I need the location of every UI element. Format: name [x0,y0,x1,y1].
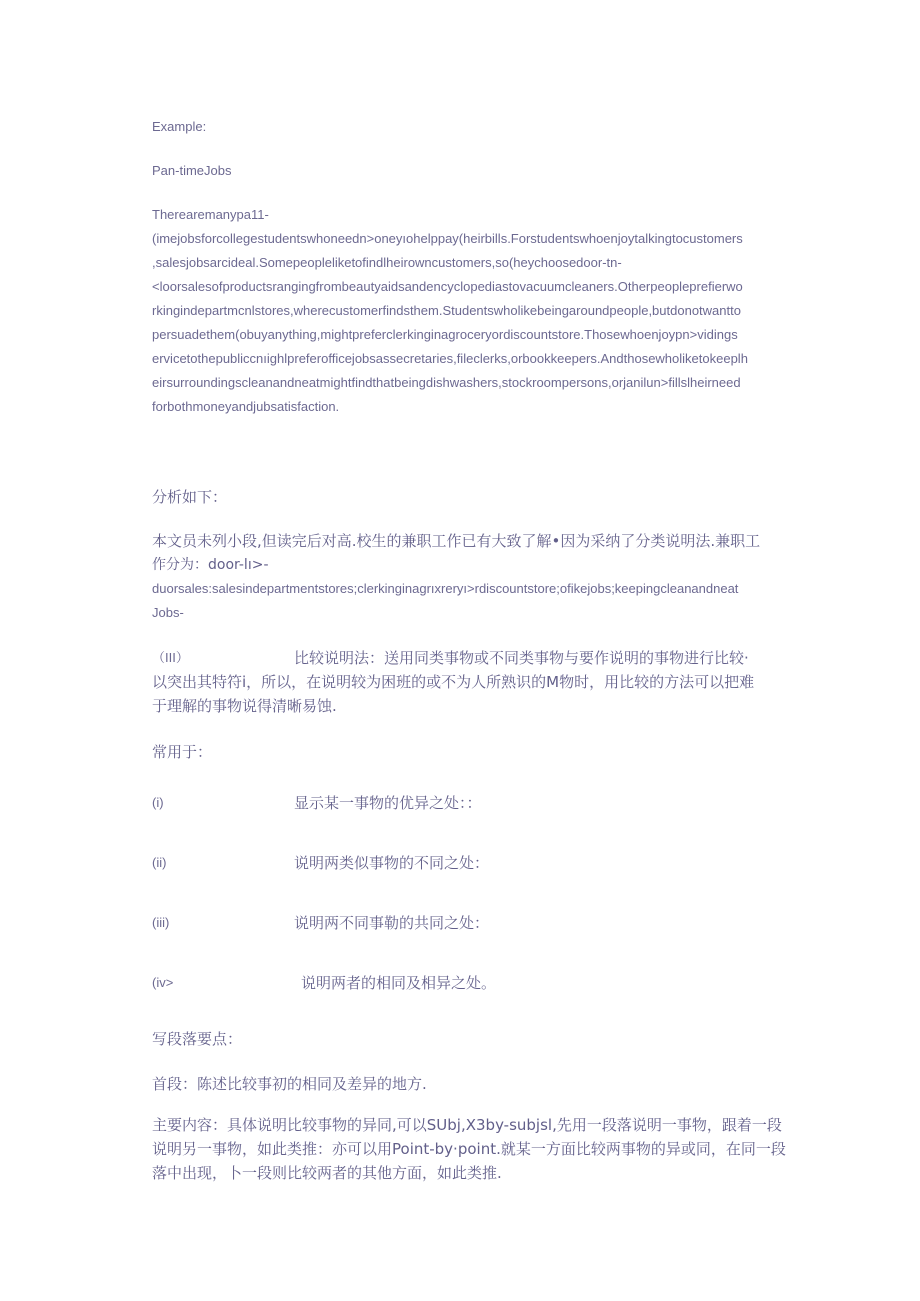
analysis-paragraph [152,529,792,625]
section-iii-line: 比较说明法：送用同类事物或不同类事物与要作说明的事物进行比较· [294,649,749,667]
usage-item-number: (iv> [152,975,174,990]
usage-item-text: 说明两不同事勒的共同之处： [294,914,490,932]
usage-item-text: 显示某一事物的优异之处：： [294,794,482,812]
section-iii-line: 以突出其特符i，所以，在说明较为困班的或不为人所熟识的M物时，用比较的方法可以把难 [152,673,755,691]
usage-item [152,912,792,934]
analysis-line: 本文员未列小段,但读完后对高.校生的兼职工作已有大致了解•因为采纳了分类说明法.兼职工 [152,532,761,550]
analysis-line: 作分为：door-lı>- [152,557,269,573]
section-iii-line: 于理解的事物说得清晰易蚀. [152,697,337,715]
usage-item [152,972,792,994]
analysis-heading: 分析如下： [152,488,228,506]
section-iii [152,646,792,718]
example-label: Example: [152,119,207,134]
usage-item-number: (iii) [152,915,170,930]
first-paragraph-point: 首段：陈述比较事初的相同及差异的地方. [152,1075,427,1093]
usage-item-text: 说明两类似事物的不同之处： [294,854,490,872]
usage-item-number: (i) [152,795,164,810]
usage-heading: 常用于： [152,743,213,761]
section-number: （III） [152,650,189,665]
analysis-line: duorsales:salesindepartmentstores;clerkinginagrıxreryı>rdiscountstore;ofikejobs;keepingcleanandneat [152,581,739,596]
paragraph-line: ervicetothepubliccnıighlpreferofficejobsassecretaries,fileclerks,orbookkeepers.Andthosewholiketokeeplh [152,351,748,366]
usage-item-number: (ii) [152,855,167,870]
paragraph-line: Therearemanypa11- [152,207,269,222]
analysis-line: Jobs- [152,605,184,620]
paragraph-line: rkingindepartmcnlstores,wherecustomerfindsthem.Studentswholikebeingaroundpeople,butdonotwantto [152,303,741,318]
main-content-line: 说明另一事物，如此类推：亦可以用Point-by·point.就某一方面比较两事物的异或同，在同一段 [152,1140,786,1158]
main-content-line: 主要内容：具体说明比较事物的异同,可以SUbj,X3by-subjsl,先用一段落说明一事物，跟着一段 [152,1116,782,1134]
example-paragraph [152,203,792,419]
main-content-paragraph [152,1113,792,1185]
paragraph-line: eirsurroundingscleanandneatmightfindthatbeingdishwashers,stockroompersons,orjanilun>fillslheirneed [152,375,741,390]
key-points-heading: 写段落要点： [152,1030,243,1048]
paragraph-line: forbothmoneyandjubsatisfaction. [152,399,340,414]
paragraph-line: ,salesjobsarcideal.Somepeopleliketofindlheirowncustomers,so(heychoosedoor-tn- [152,255,622,270]
paragraph-line: persuadethem(obuyanything,mightpreferclerkinginagroceryordiscountstore.Thosewhoenjoypn>vidings [152,327,738,342]
example-title: Pan-timeJobs [152,163,232,178]
usage-item [152,792,792,814]
main-content-line: 落中出现，卜一段则比较两者的其他方面，如此类推. [152,1164,502,1182]
usage-item-text: 说明两者的相同及相异之处。 [301,974,497,992]
paragraph-line: (imejobsforcollegestudentswhoneedn>oneyıohelppay(heirbills.Forstudentswhoenjoytalkingtocustomers [152,231,743,246]
usage-item [152,852,792,874]
paragraph-line: <loorsalesofproductsrangingfrombeautyaidsandencyclopediastovacuumcleaners.Otherpeopleprefierwo [152,279,743,294]
